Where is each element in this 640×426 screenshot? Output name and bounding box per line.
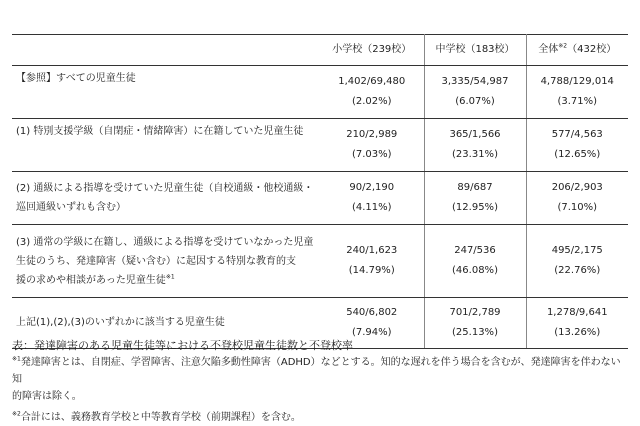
row-label-regular-class: (3) 通常の学級に在籍し、通級による指導を受けていなかった児童 生徒のうち、発達障害（疑い含む）に起因する特別な教育的支 援の求めや相談があった児童生徒$^{※1}$ bbox=[12, 225, 320, 298]
cell-junior-high: 247/536 (46.08%) bbox=[424, 225, 526, 298]
row-label-resource-room: (2) 通級による指導を受けていた児童生徒（自校通級・他校通級・ 巡回通級いずれも含む） bbox=[12, 172, 320, 225]
cell-junior-high: 89/687 (12.95%) bbox=[424, 172, 526, 225]
cell-elementary: 210/2,989 (7.03%) bbox=[320, 119, 424, 172]
cell-total: 4,788/129,014 (3.71%) bbox=[526, 66, 628, 119]
row-label-special-class: (1) 特別支援学級（自閉症・情緒障害）に在籍していた児童生徒 bbox=[12, 119, 320, 172]
cell-total: 206/2,903 (7.10%) bbox=[526, 172, 628, 225]
cell-elementary: 1,402/69,480 (2.02%) bbox=[320, 66, 424, 119]
footnote-2: $^{※2}$合計には、義務教育学校と中等教育学校（前期課程）を含む。 bbox=[12, 410, 301, 423]
table-row bbox=[12, 225, 628, 298]
table-notes bbox=[12, 338, 628, 426]
cell-total: 495/2,175 (22.76%) bbox=[526, 225, 628, 298]
header-junior-high: 中学校（183校） bbox=[424, 35, 526, 66]
cell-junior-high: 3,335/54,987 (6.07%) bbox=[424, 66, 526, 119]
table-row bbox=[12, 66, 628, 119]
table-header-row bbox=[12, 35, 628, 66]
row-label-all-students: 【参照】すべての児童生徒 bbox=[12, 66, 320, 119]
row-label-any-of-above: 上記(1),(2),(3)のいずれかに該当する児童生徒 bbox=[12, 298, 320, 349]
table-row bbox=[12, 172, 628, 225]
footnote-1: $^{※1}$発達障害とは、自閉症、学習障害、注意欠陥多動性障害（ADHD）などとする。知的な遅れを伴う場合を含むが、発達障害を伴わない知 的障害は除く。 bbox=[12, 355, 621, 402]
table-row bbox=[12, 119, 628, 172]
cell-elementary: 90/2,190 (4.11%) bbox=[320, 172, 424, 225]
header-blank-cell bbox=[12, 35, 320, 66]
header-total: 全体$^{※2}$（432校） bbox=[526, 35, 628, 66]
cell-elementary: 240/1,623 (14.79%) bbox=[320, 225, 424, 298]
cell-junior-high: 365/1,566 (23.31%) bbox=[424, 119, 526, 172]
cell-total: 577/4,563 (12.65%) bbox=[526, 119, 628, 172]
header-elementary: 小学校（239校） bbox=[320, 35, 424, 66]
cell-total: 1,278/9,641 (13.26%) bbox=[526, 298, 628, 349]
table-caption: 表：発達障害のある児童生徒等における不登校児童生徒数と不登校率 bbox=[12, 339, 353, 352]
cell-junior-high: 701/2,789 (25.13%) bbox=[424, 298, 526, 349]
cell-elementary: 540/6,802 (7.94%) bbox=[320, 298, 424, 349]
truancy-statistics-table bbox=[12, 34, 628, 349]
